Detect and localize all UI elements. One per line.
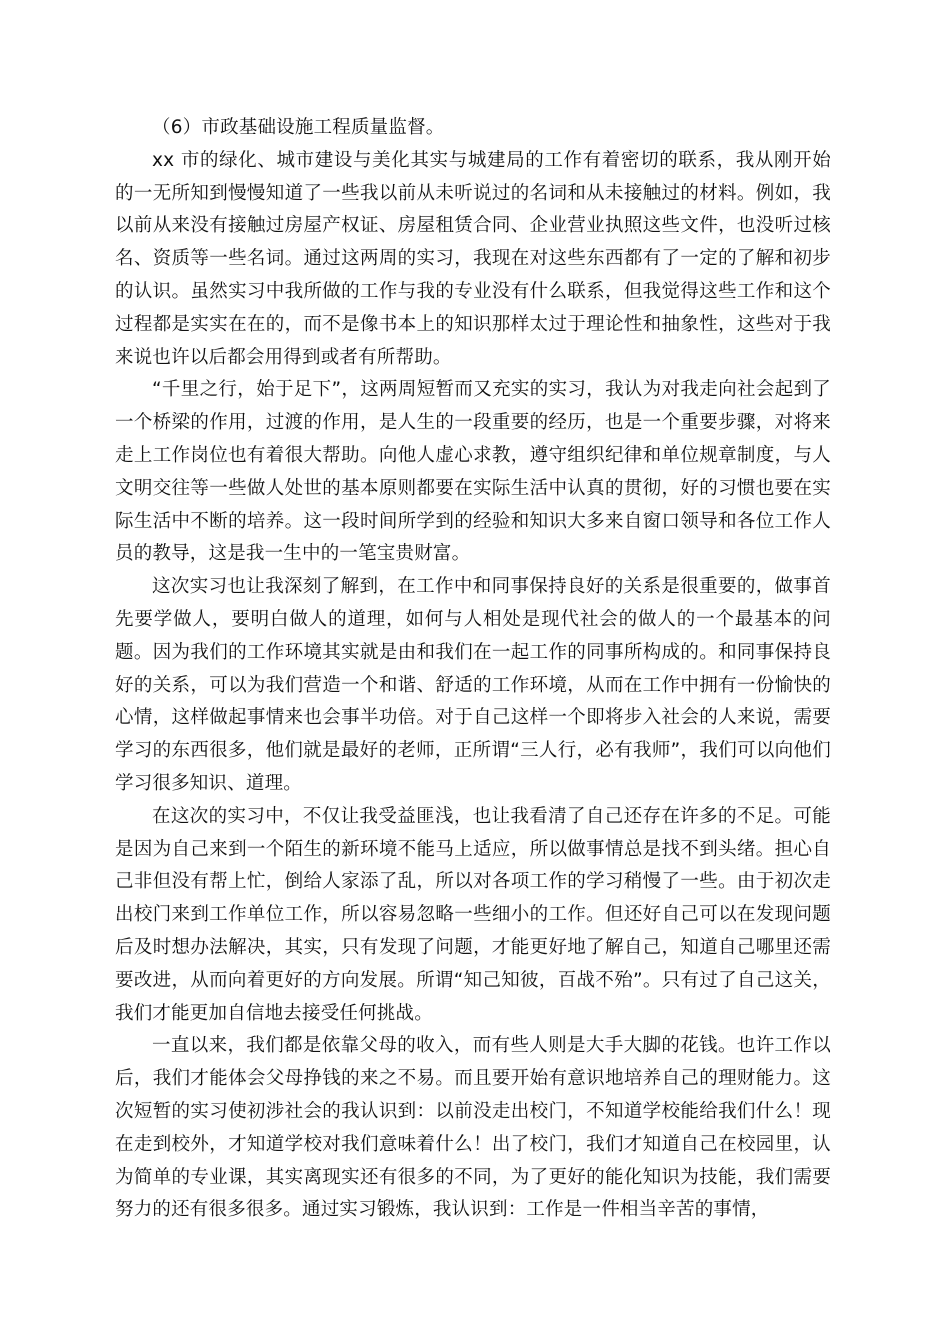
paragraph-financial-awareness: 一直以来，我们都是依靠父母的收入，而有些人则是大手大脚的花钱。也许工作以后，我们才能体会父母挣钱的来之不易。而且要开始有意识地培养自己的理财能力。这次短暂的实习使初涉社会的我认识到：以前没走出校门，不知道学校能给我们什么！现在走到校外，才知道学校对我们意味着什么！出了校门，我们才知道自己在校园里，认为简单的专业课，其实离现实还有很多的不同，为了更好的能化知识为技能，我们需要努力的还有很多很多。通过实习锻炼，我认识到：工作是一件相当辛苦的事情， bbox=[115, 1035, 831, 1221]
document-page bbox=[115, 112, 831, 1227]
paragraph-shortcomings: 在这次的实习中，不仅让我受益匪浅，也让我看清了自己还存在许多的不足。可能是因为自己来到一个陌生的新环境不能马上适应，所以做事情总是找不到头绪。担心自己非但没有帮上忙，倒给人家添了乱，所以对各项工作的学习稍慢了一些。由于初次走出校门来到工作单位工作，所以容易忽略一些细小的工作。但还好自己可以在发现问题后及时想办法解决，其实，只有发现了问题，才能更好地了解自己，知道自己哪里还需要改进，从而向着更好的方向发展。所谓“知己知彼，百战不殆”。只有过了自己这关，我们才能更加自信地去接受任何挑战。 bbox=[115, 805, 831, 1024]
paragraph-city-construction: xx 市的绿化、城市建设与美化其实与城建局的工作有着密切的联系，我从刚开始的一无所知到慢慢知道了一些我以前从未听说过的名词和从未接触过的材料。例如，我以前从来没有接触过房屋产权证、房屋租赁合同、企业营业执照这些文件，也没听过核名、资质等一些名词。通过这两周的实习，我现在对这些东西都有了一定的了解和初步的认识。虽然实习中我所做的工作与我的专业没有什么联系，但我觉得这些工作和这个过程都是实实在在的，而不是像书本上的知识那样太过于理论性和抽象性，这些对于我来说也许以后都会用得到或者有所帮助。 bbox=[115, 149, 831, 368]
paragraph-colleague-relations: 这次实习也让我深刻了解到，在工作中和同事保持良好的关系是很重要的，做事首先要学做人，要明白做人的道理，如何与人相处是现代社会的做人的一个最基本的问题。因为我们的工作环境其实就是由和我们在一起工作的同事所构成的。和同事保持良好的关系，可以为我们营造一个和谐、舒适的工作环境，从而在工作中拥有一份愉快的心情，这样做起事情来也会事半功倍。对于自己这样一个即将步入社会的人来说，需要学习的东西很多，他们就是最好的老师，正所谓“三人行，必有我师”，我们可以向他们学习很多知识、道理。 bbox=[115, 576, 831, 794]
paragraph-journey-begins: “千里之行，始于足下”，这两周短暂而又充实的实习，我认为对我走向社会起到了一个桥梁的作用，过渡的作用，是人生的一段重要的经历，也是一个重要步骤，对将来走上工作岗位也有着很大帮助。向他人虚心求教，遵守组织纪律和单位规章制度，与人文明交往等一些做人处世的基本原则都要在实际生活中认真的贯彻，好的习惯也要在实际生活中不断的培养。这一段时间所学到的经验和知识大多来自窗口领导和各位工作人员的教导，这是我一生中的一笔宝贵财富。 bbox=[115, 379, 831, 565]
paragraph-item-heading-6: （6）市政基础设施工程质量监督。 bbox=[152, 117, 445, 138]
